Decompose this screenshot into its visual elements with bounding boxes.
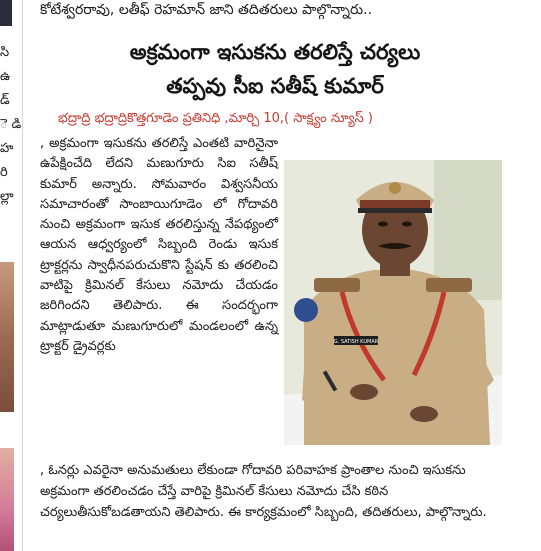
cap-badge (389, 182, 401, 194)
adjacent-column-text: ఉ (0, 69, 11, 84)
right-eye (402, 222, 412, 227)
left-epaulette (314, 278, 360, 292)
adjacent-column-text: రి (0, 165, 8, 180)
article-paragraph: , అక్రమంగా ఇసుకను తరలిస్తే ఎంతటి వారినైనా ఉపేక్షించేది లేదని మణుగూరు సిఐ సతీష్ కుమార్ అన్నారు. సోమవారం విశ్వసనీయ సమాచారంతో సాంబాయిగూడెం లో గోదావరి నుంచి అక్రమంగా ఇసుక తరలిస్తున్న నేపథ్యంలో ఆయన ఆధ్వర్యంలో సిబ్బంది రెండు ఇసుక ట్రాక్టర్లను స్వాధీనపరుచుకొని స్టేషన్ కు తరలించి వాటిపై క్రిమినల్ కేసులు నమోదు చేయడం జరిగిందని తెలిపారు. ఈ సందర్భంగా మాట్లాడుతూ మణుగూరులో మండలంలో ఉన్న ట్రాక్టర్ డ్రైవర్లకు (40, 136, 278, 354)
right-epaulette (426, 278, 472, 292)
adjacent-column-strip (0, 0, 23, 551)
uniform-shirt (304, 270, 490, 445)
article-paragraph: , ఓనర్లు ఎవరైనా అనుమతులు లేకుండా గోదావరి పరివాహక ప్రాంతాల నుంచి ఇసుకను అక్రమంగా తరలించడం చేస్తే వారిపై క్రిమినల్ కేసులు నమోదు చేసి కఠిన చర్యలుతీసుకోబడతాయని తెలిపారు. ఈ కార్యక్రమంలో సిబ్బంది, తదితరులు, పాల్గొన్నారు. (40, 463, 487, 520)
hand (410, 406, 438, 422)
adjacent-column-text: ె డి (0, 117, 22, 132)
adjacent-column-photo (0, 448, 14, 551)
adjacent-column-dark-block (0, 0, 12, 26)
officer-photo (284, 160, 502, 445)
adjacent-column-text: ల్లా (0, 189, 14, 204)
shoulder-badge (294, 298, 318, 322)
adjacent-column-text: డ్ (0, 93, 10, 108)
name-tag-text: G. SATISH KUMAR (333, 339, 379, 345)
adjacent-column-text: సి (0, 45, 10, 60)
article-body-narrow (40, 134, 278, 357)
previous-article-closing-line: కోటేశ్వరరావు, లతీఫ్ రెహమాన్ జాని తదితరులు పాల్గొన్నారు.. (40, 2, 373, 18)
article-headline (40, 38, 510, 100)
adjacent-column-photo (0, 262, 14, 412)
article-dateline: భద్రాద్రి భద్రాద్రికొత్తగూడెం ప్రతినిధి ,మార్చి 10,( సాక్ష్యం న్యూస్ ) (58, 111, 373, 126)
hand (350, 384, 378, 400)
adjacent-column-text: హ (0, 141, 14, 156)
left-eye (378, 222, 388, 227)
cap-visor (358, 208, 432, 213)
headline-line-2: తప్పవు సీఐ సతీష్ కుమార్ (166, 74, 384, 98)
headline-line-1: అక్రమంగా ఇసుకను తరలిస్తే చర్యలు (129, 40, 421, 64)
article-body-wide (40, 460, 510, 523)
cap-band (360, 200, 430, 209)
